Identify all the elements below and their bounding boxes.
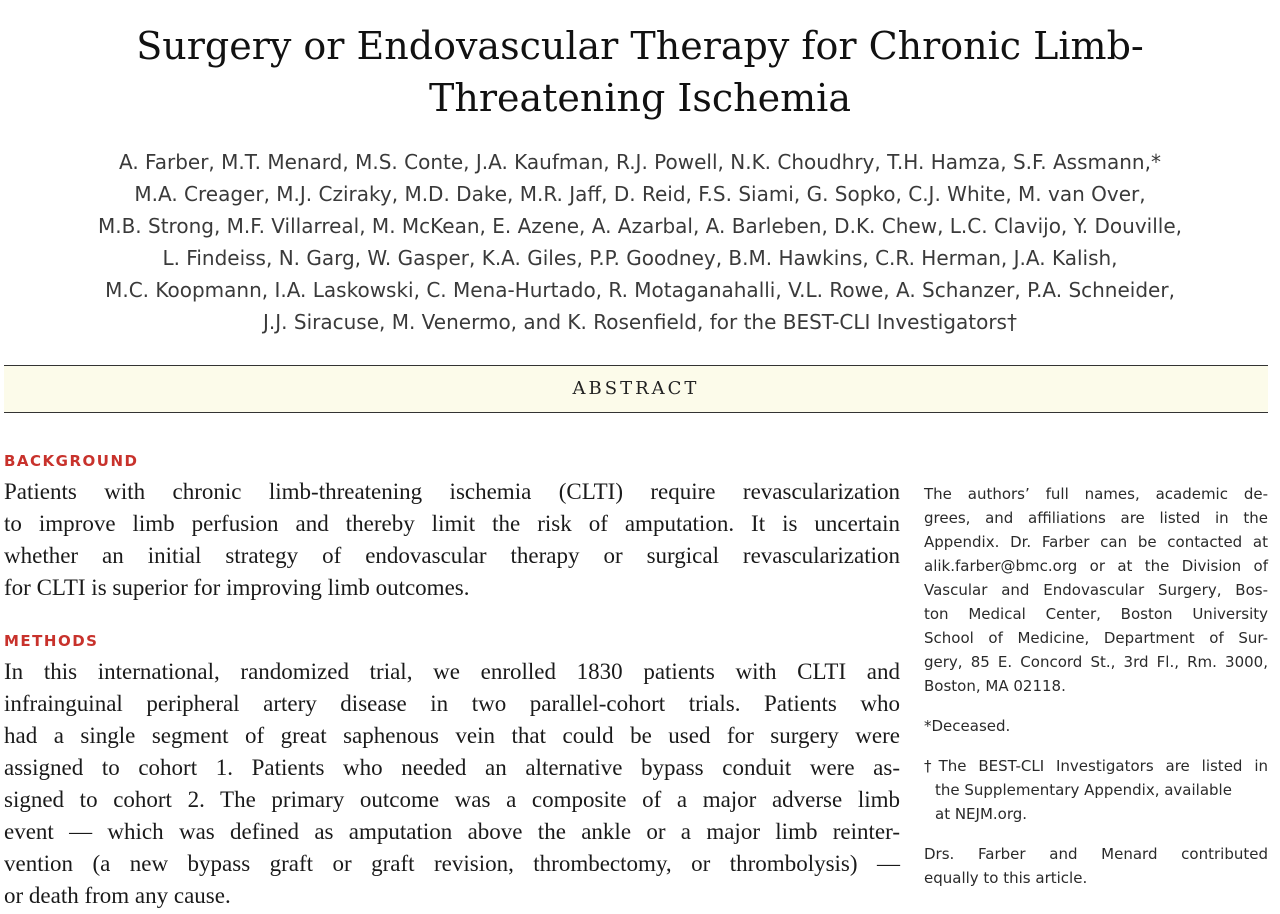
methods-line: had a single segment of great saphenous vein that could be used for surgery were: [4, 723, 900, 748]
author-list: [10, 146, 1270, 338]
methods-line: signed to cohort 2. The primary outcome was a composite of a major adverse limb: [4, 787, 900, 812]
investigators-line: the Supplementary Appendix, available: [935, 781, 1232, 799]
investigators-note: [924, 754, 1268, 826]
affiliation-line: School of Medicine, Department of Sur-: [924, 629, 1268, 647]
affiliation-line: grees, and affiliations are listed in the: [924, 509, 1268, 527]
methods-line: vention (a new bypass graft or graft revision, thrombectomy, or thrombolysis) —: [4, 851, 900, 876]
methods-line: In this international, randomized trial, we enrolled 1830 patients with CLTI and: [4, 659, 900, 684]
abstract-heading: ABSTRACT: [4, 365, 1268, 413]
methods-line: assigned to cohort 1. Patients who needed an alternative bypass conduit were as-: [4, 755, 900, 780]
methods-line: or death from any cause.: [4, 883, 231, 908]
author-line: M.C. Koopmann, I.A. Laskowski, C. Mena-Hurtado, R. Motaganahalli, V.L. Rowe, A. Schanzer, P.A. Schneider,: [105, 278, 1175, 302]
title-line-1: Surgery or Endovascular Therapy for Chronic Limb-: [136, 24, 1144, 68]
deceased-note: [924, 714, 1268, 738]
contribution-line: equally to this article.: [924, 869, 1088, 887]
background-line: Patients with chronic limb-threatening ischemia (CLTI) require revascularization: [4, 479, 900, 504]
author-line: J.J. Siracuse, M. Venermo, and K. Rosenfield, for the BEST-CLI Investigators†: [263, 310, 1017, 334]
equal-contribution-note: [924, 842, 1268, 890]
investigators-line: †The BEST-CLI Investigators are listed in: [924, 757, 1268, 775]
affiliation-line: Vascular and Endovascular Surgery, Bos-: [924, 581, 1268, 599]
affiliation-line: gery, 85 E. Concord St., 3rd Fl., Rm. 3000,: [924, 653, 1268, 671]
background-line: whether an initial strategy of endovascular therapy or surgical revascularization: [4, 543, 900, 568]
contribution-line: Drs. Farber and Menard contributed: [924, 845, 1268, 863]
background-line: to improve limb perfusion and thereby limit the risk of amputation. It is uncertain: [4, 511, 900, 536]
article-title: [0, 20, 1280, 124]
affiliation-line: Boston, MA 02118.: [924, 677, 1066, 695]
affiliation-line: Appendix. Dr. Farber can be contacted at: [924, 533, 1268, 551]
title-line-2: Threatening Ischemia: [429, 76, 851, 120]
author-line: A. Farber, M.T. Menard, M.S. Conte, J.A. Kaufman, R.J. Powell, N.K. Choudhry, T.H. Hamza, S.F. Assmann,*: [119, 150, 1161, 174]
author-line: M.A. Creager, M.J. Cziraky, M.D. Dake, M.R. Jaff, D. Reid, F.S. Siami, G. Sopko, C.J. White, M. van Over,: [134, 182, 1146, 206]
methods-line: event — which was defined as amputation above the ankle or a major limb reinter-: [4, 819, 900, 844]
author-line: M.B. Strong, M.F. Villarreal, M. McKean, E. Azene, A. Azarbal, A. Barleben, D.K. Chew, L.C. Clavijo, Y. Douville,: [97, 214, 1183, 238]
affiliation-line: The authors’ full names, academic de-: [924, 485, 1268, 503]
affiliation-line: alik.farber@bmc.org or at the Division of: [924, 557, 1268, 575]
deceased-line: *Deceased.: [924, 717, 1011, 735]
background-label: BACKGROUND: [4, 452, 139, 470]
author-affiliation-note: [924, 482, 1268, 698]
methods-line: infrainguinal peripheral artery disease in two parallel-cohort trials. Patients who: [4, 691, 900, 716]
methods-label: METHODS: [4, 632, 99, 650]
background-line: for CLTI is superior for improving limb outcomes.: [4, 575, 470, 600]
author-line: L. Findeiss, N. Garg, W. Gasper, K.A. Giles, P.P. Goodney, B.M. Hawkins, C.R. Herman, J.A. Kalish,: [162, 246, 1118, 270]
affiliation-line: ton Medical Center, Boston University: [924, 605, 1268, 623]
investigators-line: at NEJM.org.: [935, 805, 1028, 823]
